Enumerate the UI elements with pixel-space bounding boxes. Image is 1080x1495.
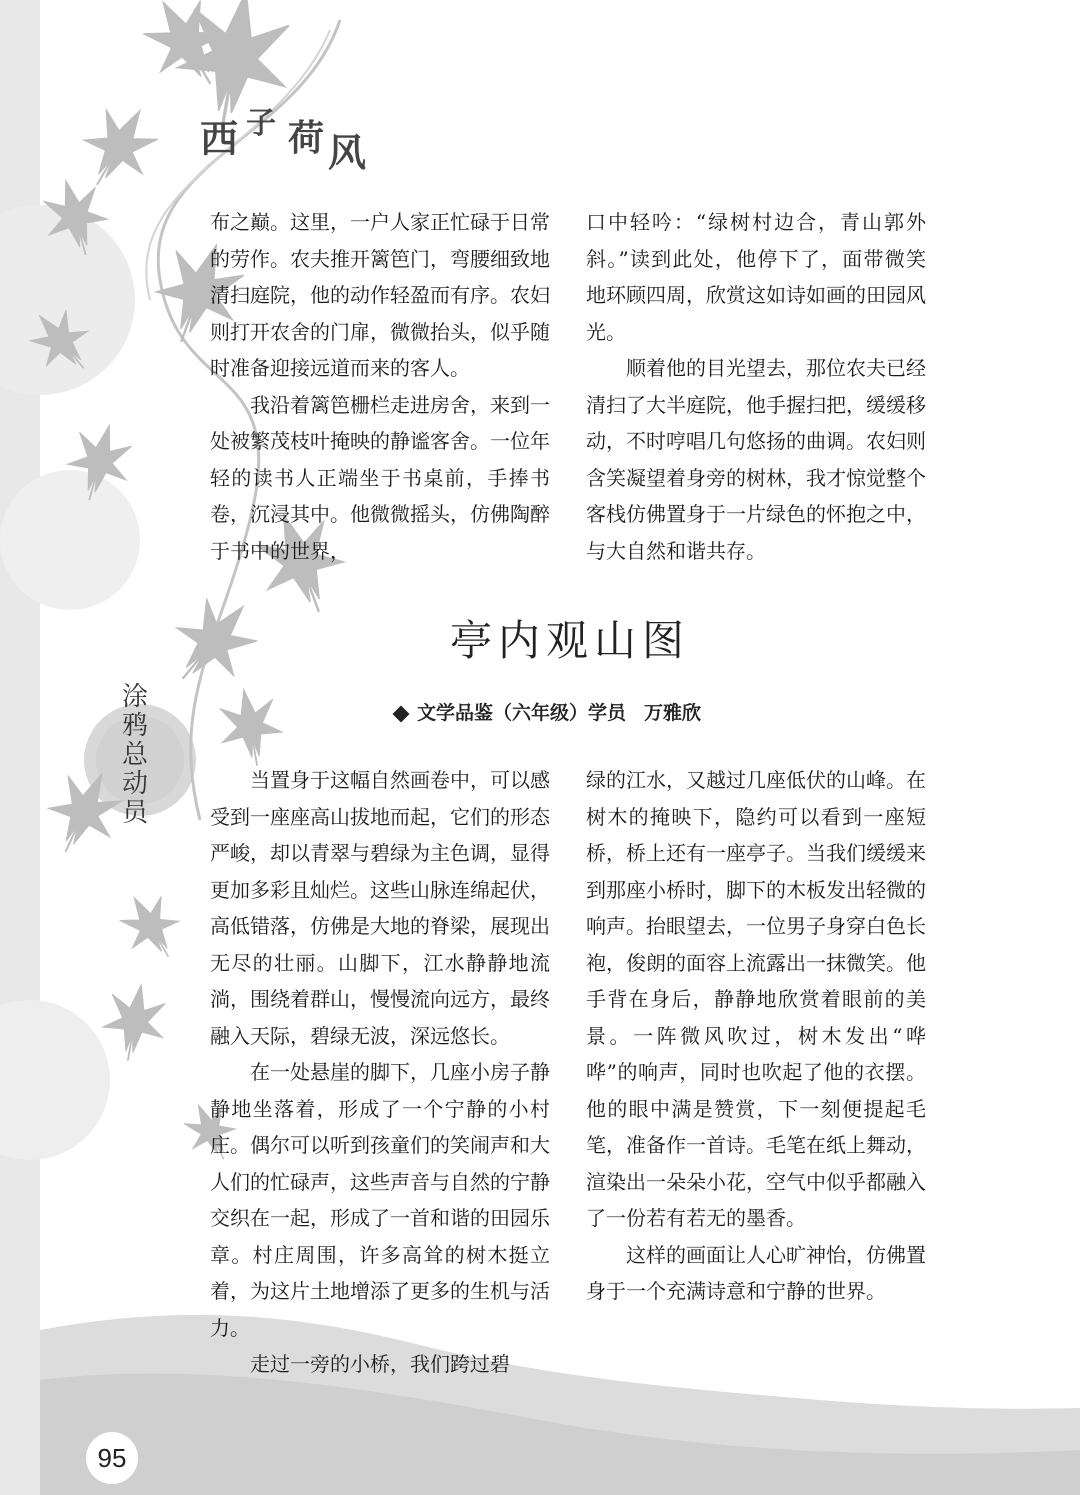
byline-course: 文学品鉴（六年级）学员 xyxy=(417,702,627,724)
page-number: 95 xyxy=(86,1432,138,1484)
paragraph: 这样的画面让人心旷神怡，仿佛置身于一个充满诗意和宁静的世界。 xyxy=(586,1242,926,1303)
side-label-char: 员 xyxy=(121,798,148,828)
paragraph: 顺着他的目光望去，那位农夫已经清扫了大半庭院，他手握扫把，缓缓移动，不时哼唱几句悠扬的曲调。农妇则含笑凝望着身旁的树林，我才惊觉整个客栈仿佛置身于一片绿色的怀抱之中，与大自然和谐共存。 xyxy=(586,356,926,563)
paragraph: 在一处悬崖的脚下，几座小房子静静地坐落着，形成了一个宁静的小村庄。偶尔可以听到孩童们的笑闹声和大人们的忙碌声，这些声音与自然的宁静交织在一起，形成了一首和谐的田园乐章。村庄周围，许多高耸的树木挺立着，为这片土地增添了更多的生机与活力。 xyxy=(210,1060,550,1340)
section-header xyxy=(200,98,400,175)
maple-leaf-9 xyxy=(154,582,272,703)
side-label-char: 鸦 xyxy=(121,711,148,741)
article-column-left xyxy=(210,762,550,1383)
bubble-3 xyxy=(0,1000,110,1160)
maple-leaf-10 xyxy=(214,684,288,771)
maple-leaf-3 xyxy=(68,93,170,201)
top-article-column-left xyxy=(210,204,550,569)
paragraph: 口中轻吟：“绿树村边合，青山郭外斜。”读到此处，他停下了，面带微笑地环顾四周，欣赏这如诗如画的田园风光。 xyxy=(586,210,926,344)
paragraph: 布之巅。这里，一户人家正忙碌于日常的劳作。农夫推开篱笆门，弯腰细致地清扫庭院，他的动作轻盈而有序。农妇则打开农舍的门扉，微微抬头，似乎随时准备迎接远道而来的客人。 xyxy=(210,210,550,380)
side-label-char: 涂 xyxy=(121,682,148,712)
diamond-bullet-icon xyxy=(393,705,410,722)
article-title: 亭内观山图 xyxy=(449,616,690,665)
side-label-char: 总 xyxy=(121,740,148,770)
section-header-char: 子 xyxy=(246,106,276,141)
byline-author: 万雅欣 xyxy=(644,702,702,724)
maple-leaf-12 xyxy=(110,884,192,971)
byline xyxy=(395,698,701,725)
paragraph: 绿的江水，又越过几座低伏的山峰。在树木的掩映下，隐约可以看到一座短桥，桥上还有一座亭子。当我们缓缓来到那座小桥时，脚下的木板发出轻微的响声。抬眼望去，一位男子身穿白色长袍，俊朗的面容上流露出一抹微笑。他手背在身后，静静地欣赏着眼前的美景。一阵微风吹过，树木发出“哗哗”的响声，同时也吹起了他的衣摆。他的眼中满是赞赏，下一刻便提起毛笔，准备作一首诗。毛笔在纸上舞动，渲染出一朵朵小花，空气中似乎都融入了一份若有若无的墨香。 xyxy=(586,768,926,1230)
top-article-column-right xyxy=(586,204,926,569)
article-column-right xyxy=(586,762,926,1310)
paragraph: 走过一旁的小桥，我们跨过碧 xyxy=(250,1352,510,1376)
section-header-char: 风 xyxy=(328,131,367,175)
bubble-2 xyxy=(0,470,140,610)
section-header-char: 西 xyxy=(200,117,239,161)
side-column-label xyxy=(117,683,153,828)
paragraph: 我沿着篱笆栅栏走进房舍，来到一处被繁茂枝叶掩映的静谧客舍。一位年轻的读书人正端坐于书桌前，手捧书卷，沉浸其中。他微微摇头，仿佛陶醉于书中的世界， xyxy=(210,392,550,563)
paragraph: 当置身于这幅自然画卷中，可以感受到一座座高山拔地而起，它们的形态严峻，却以青翠与碧绿为主色调，显得更加多彩且灿烂。这些山脉连绵起伏，高低错落，仿佛是大地的脊梁，展现出无尽的壮丽。山脚下，江水静静地流淌，围绕着群山，慢慢流向远方，最终融入天际，碧绿无波，深远悠长。 xyxy=(210,768,550,1048)
maple-leaf-13 xyxy=(98,979,172,1066)
section-header-char: 荷 xyxy=(288,118,325,159)
side-label-char: 动 xyxy=(121,769,148,799)
bubble-1 xyxy=(0,205,135,395)
